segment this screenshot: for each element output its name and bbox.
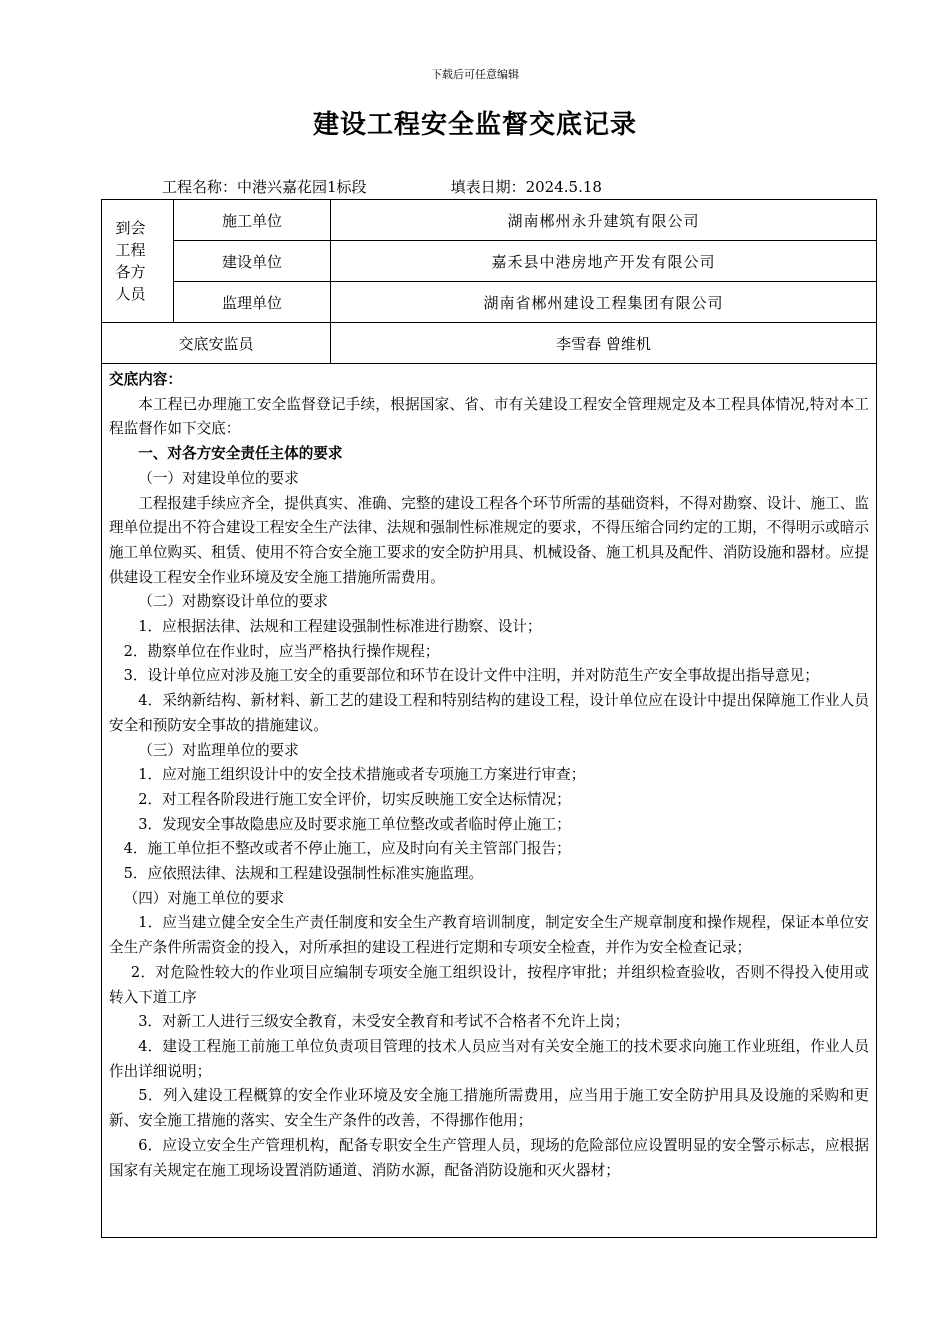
section-1-title: 一、对各方安全责任主体的要求 <box>138 445 343 463</box>
sub-4-title: （四）对施工单位的要求 <box>123 889 285 907</box>
sub-4-item: 5．列入建设工程概算的安全作业环境及安全施工措施所需费用，应当用于施工安全防护用具及设施的采购和更新、安全施工措施的落实、安全生产条件的改善，不得挪作他用； <box>109 1087 869 1130</box>
content-heading: 交底内容： <box>109 371 182 388</box>
inspector-row <box>102 323 877 364</box>
sub-4-item: 6．应设立安全生产管理机构，配备专职安全生产管理人员，现场的危险部位应设置明显的安全警示标志，应根据国家有关规定在施工现场设置消防通道、消防水源，配备消防设施和灭火器材； <box>109 1136 869 1179</box>
inspector-label: 交底安监员 <box>102 323 331 364</box>
sub-2-item: 4．采纳新结构、新材料、新工艺的建设工程和特别结构的建设工程，设计单位应在设计中提出保障施工作业人员安全和预防安全事故的措施建议。 <box>109 692 869 734</box>
sub-3-item: 2．对工程各阶段进行施工安全评价，切实反映施工安全达标情况； <box>138 790 571 808</box>
sub-2-title: （二）对勘察设计单位的要求 <box>138 593 328 611</box>
unit-supervision: 湖南省郴州建设工程集团有限公司 <box>331 282 877 323</box>
content-intro: 本工程已办理施工安全监督登记手续，根据国家、省、市有关建设工程安全管理规定及本工程具体情况,特对本工程监督作如下交底： <box>109 395 869 438</box>
briefing-content <box>102 364 877 1238</box>
fill-date: 2024.5.18 <box>525 178 602 196</box>
attendees-label: 到会工程各方人员 <box>102 200 174 323</box>
sub-3-item: 1．应对施工组织设计中的安全技术措施或者专项施工方案进行审查； <box>138 766 586 784</box>
unit-developer: 嘉禾县中港房地产开发有限公司 <box>331 241 877 282</box>
content-row <box>102 364 877 1238</box>
sub-3-item: 4．施工单位拒不整改或者不停止施工，应及时向有关主管部门报告； <box>123 840 571 858</box>
sub-4-item: 3．对新工人进行三级安全教育，未受安全教育和考试不合格者不允许上岗； <box>138 1013 630 1031</box>
header-note: 下载后可任意编辑 <box>431 68 519 81</box>
attendee-row-supervision <box>102 282 877 323</box>
sub-1-text: 工程报建手续应齐全，提供真实、准确、完整的建设工程各个环节所需的基础资料，不得对勘察、设计、施工、监理单位提出不符合建设工程安全生产法律、法规和强制性标准规定的要求，不得压缩合同约定的工期，不得明示或暗示施工单位购买、租赁、使用不符合安全施工要求的安全防护用具、机械设备、施工机具及配件、消防设施和器材。应提供建设工程安全作业环境及安全施工措施所需费用。 <box>109 494 869 586</box>
role-developer: 建设单位 <box>174 241 331 282</box>
sub-4-item: 4．建设工程施工前施工单位负责项目管理的技术人员应当对有关安全施工的技术要求向施工作业班组，作业人员作出详细说明； <box>109 1037 869 1080</box>
unit-construction: 湖南郴州永升建筑有限公司 <box>331 200 877 241</box>
sub-2-item: 2．勘察单位在作业时，应当严格执行操作规程； <box>123 642 440 660</box>
role-construction: 施工单位 <box>174 200 331 241</box>
record-table <box>101 199 877 1238</box>
sub-3-item: 5．应依照法律、法规和工程建设强制性标准实施监理。 <box>123 865 484 883</box>
document-title: 建设工程安全监督交底记录 <box>312 110 637 140</box>
sub-4-item: 2．对危险性较大的作业项目应编制专项安全施工组织设计，按程序审批；并组织检查验收，否则不得投入使用或转入下道工序 <box>109 963 869 1006</box>
attendee-row-developer <box>102 241 877 282</box>
sub-2-item: 1．应根据法律、法规和工程建设强制性标准进行勘察、设计； <box>138 618 542 636</box>
sub-3-item: 3．发现安全事故隐患应及时要求施工单位整改或者临时停止施工； <box>138 815 571 833</box>
inspector-names: 李雪春 曾维机 <box>331 323 877 364</box>
project-name: 中港兴嘉花园1标段 <box>237 178 367 196</box>
meta-line <box>162 176 602 197</box>
sub-1-title: （一）对建设单位的要求 <box>138 469 299 487</box>
role-supervision: 监理单位 <box>174 282 331 323</box>
sub-4-item: 1．应当建立健全安全生产责任制度和安全生产教育培训制度，制定安全生产规章制度和操作规程，保证本单位安全生产条件所需资金的投入，对所承担的建设工程进行定期和专项安全检查，并作为安全检查记录； <box>109 914 869 957</box>
sub-2-item: 3．设计单位应对涉及施工安全的重要部位和环节在设计文件中注明，并对防范生产安全事故提出指导意见； <box>123 667 819 685</box>
attendee-row-construction <box>102 200 877 241</box>
sub-3-title: （三）对监理单位的要求 <box>138 741 299 759</box>
date-label: 填表日期： <box>450 178 526 196</box>
project-label: 工程名称： <box>162 178 238 196</box>
